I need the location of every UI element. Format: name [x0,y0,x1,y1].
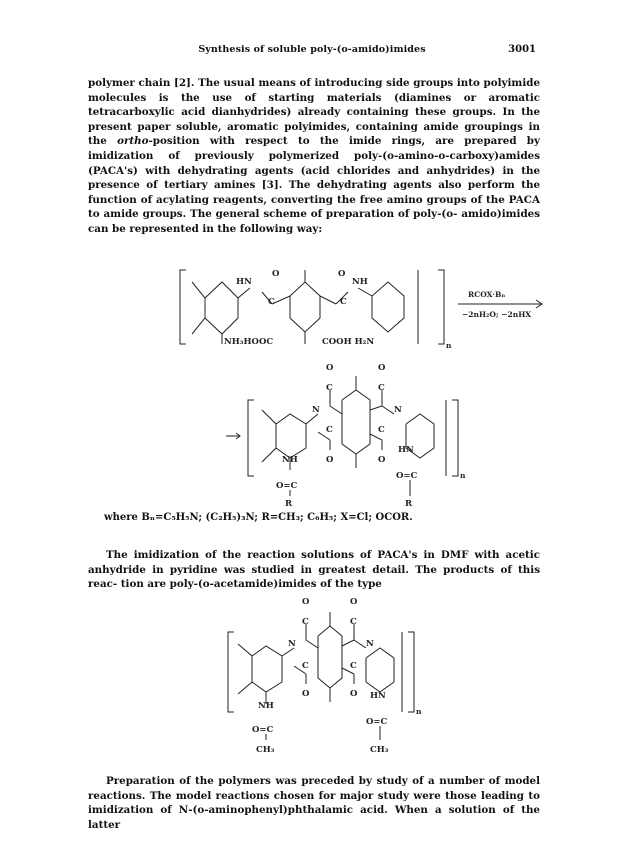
text-line: acid dianhydrides) already containing these groups. In the present paper soluble, [88,106,540,133]
label-c: C [350,661,357,671]
label-r: R [405,499,413,509]
label-nh: NH [282,455,298,465]
label-hn: HN [398,445,414,455]
label-c: C [340,297,347,307]
label-c: C [326,383,333,393]
text-line: polymer chain [2]. The usual means of introducing side groups into polyimide [88,77,540,89]
label-o: O [378,455,386,465]
label-o-eq-c: O=C [276,481,298,491]
label-c: C [302,617,309,627]
label-subscript-n: n [460,471,466,480]
label-o: O [378,363,386,373]
label-o-eq-c: O=C [252,725,274,735]
label-c: C [378,425,385,435]
italic-ortho: ortho [117,135,149,148]
label-nh: NH [352,277,368,287]
label-cooh-h2n: COOH H₂N [322,337,375,347]
label-byproducts: −2nH₂O; −2nHX [462,310,532,319]
label-n: N [288,639,296,649]
label-nh3hooc: NH₃HOOC [224,337,274,347]
text-line: Preparation of the polymers was preceded by study of a number of model [106,775,540,787]
bracket-right [408,632,414,712]
label-n: N [394,405,402,415]
label-o: O [338,269,346,279]
page-number: 3001 [508,44,536,55]
label-o: O [350,689,358,699]
text-line: The imidization of the reaction solutions of PACA's in DMF with acetic [106,549,540,561]
label-r: R [285,499,293,509]
label-hn: HN [370,691,386,701]
label-ch3: CH₃ [370,745,389,755]
label-c: C [326,425,333,435]
label-subscript-n: n [446,341,452,350]
text-line: -position with [148,135,235,148]
text-line: amido)imides can be represented in the following way: [88,208,540,235]
text-line: imidization of N-(o-aminophenyl)phthalamic acid. When a solution of the latter [88,804,540,831]
label-c: C [268,297,275,307]
label-c: C [378,383,385,393]
label-nh: NH [258,701,274,711]
text-line: poly-(o-amino-o-carboxy)amides (PACA's) with dehydrating agents (acid chlorides [88,149,540,177]
text-line: anhydride in pyridine was studied in greatest detail. The products of this reac- [88,563,540,591]
label-o-eq-c: O=C [396,471,418,481]
label-n: N [312,405,320,415]
text-line: respect to the imide rings, are prepared by imidization of previously polymerized [88,135,540,162]
label-c: C [350,617,357,627]
label-ch3: CH₃ [256,745,275,755]
paragraph-model-reactions [88,774,540,832]
text-line: of the PACA to amide groups. The general scheme of preparation of poly-(o- [88,193,540,221]
label-o: O [302,597,310,607]
label-o: O [326,455,334,465]
label-n: N [366,639,374,649]
label-subscript-n: n [416,707,422,716]
label-c: C [302,661,309,671]
text-line: molecules is the use of starting materials (diamines or aromatic tetracarboxylic [88,91,540,119]
text-line: tion are poly-(o-acetamide)imides of the type [120,578,382,591]
bracket-left [228,632,234,712]
text-line: aromatic polyimides, containing amide groupings in the [88,120,540,148]
label-o: O [350,597,358,607]
where-definition: where Bₙ=C₅H₅N; (C₂H₅)₃N; R=CH₃; C₆H₅; X=Cl; OCOR. [104,512,413,523]
label-reagent: RCOX·Bₙ [468,290,506,299]
text-line: also perform the function of acylating reagents, converting the free amino groups [88,179,540,206]
label-o: O [326,363,334,373]
label-o: O [272,269,280,279]
label-o: O [302,689,310,699]
label-hn: HN [236,277,252,287]
label-o-eq-c: O=C [366,717,388,727]
running-head: Synthesis of soluble poly-(o-amido)imides [198,44,426,55]
text-line: and anhydrides) in the presence of tertiary amines [3]. The dehydrating agents [88,164,540,192]
text-line: reactions. The model reactions chosen for major study were those leading to [88,789,540,802]
